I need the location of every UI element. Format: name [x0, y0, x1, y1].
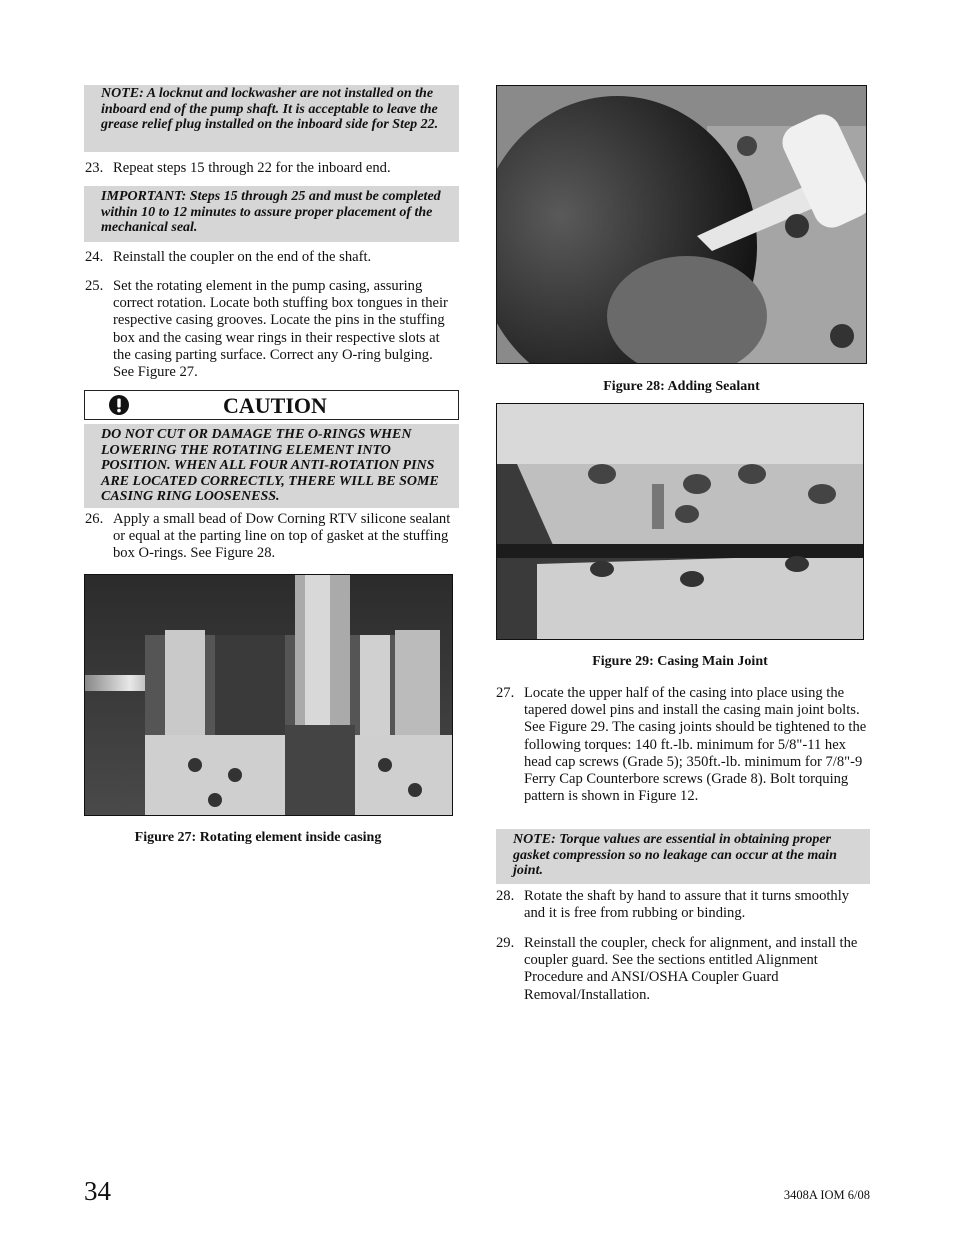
figure-27-photo — [84, 574, 453, 816]
step-25 — [85, 278, 455, 383]
figure-29-photo — [496, 403, 864, 640]
note-torque-text: NOTE: Torque values are essential in obtaining proper gasket compression so no leakage can occur at the main joint. — [513, 832, 837, 878]
figure-29-caption: Figure 29: Casing Main Joint — [592, 654, 768, 669]
step-text: Reinstall the coupler on the end of the shaft. — [113, 249, 372, 265]
step-29 — [496, 935, 870, 1007]
step-text: Locate the upper half of the casing into place using the tapered dowel pins and install the casing main joint bolts. See Figure 29. The casing joints should be tightened to the following torques: 140 ft.-lb. minimum for 5/8"-11 hex head cap screws (Grade 5); 350ft.-lb. minimum for 7/8"-9 Ferry Cap Counterbore screws (Grade 8). Bolt torquing pattern is shown in Figure 12. — [524, 685, 867, 805]
document-id: 3408A IOM 6/08 — [783, 1188, 870, 1202]
step-number: 28. — [496, 888, 515, 904]
exclamation-icon — [108, 394, 130, 416]
step-number: 25. — [85, 278, 104, 294]
caution-header — [84, 390, 459, 420]
step-number: 27. — [496, 685, 515, 701]
step-text: Apply a small bead of Dow Corning RTV silicone sealant or equal at the parting line on top of gasket at the stuffing box O-rings. See Figure 28. — [113, 511, 451, 562]
figure-28-caption: Figure 28: Adding Sealant — [603, 379, 760, 394]
step-text: Rotate the shaft by hand to assure that it turns smoothly and it is free from rubbing or binding. — [524, 888, 850, 922]
step-text: Repeat steps 15 through 22 for the inboard end. — [113, 160, 391, 176]
note-torque — [496, 829, 870, 884]
figure-27-caption: Figure 27: Rotating element inside casing — [134, 830, 382, 845]
important-note — [84, 186, 459, 242]
caution-title: CAUTION — [223, 393, 327, 418]
step-23 — [85, 160, 455, 180]
page-number: 34 — [84, 1176, 111, 1206]
caution-text-box — [84, 424, 459, 508]
step-number: 24. — [85, 249, 104, 265]
step-number: 29. — [496, 935, 515, 951]
caution-text: DO NOT CUT OR DAMAGE THE O-RINGS WHEN LOWERING THE ROTATING ELEMENT INTO POSITION. WHEN ALL FOUR ANTI-ROTATION PINS ARE LOCATED CORRECTLY, THERE WILL BE SOME CASING RING LOOSENESS. — [101, 427, 439, 504]
step-26 — [85, 511, 455, 566]
figure-28-photo — [496, 85, 867, 364]
step-text: Set the rotating element in the pump casing, assuring correct rotation. Locate both stuffing box tongues in their respective casing grooves. Locate the pins in the stuffing box and the casing wear rings in their respective slots at the casing parting surface. Correct any O-ring bulging. See Figure 27. — [113, 278, 448, 381]
step-number: 26. — [85, 511, 104, 527]
note-locknut-text: NOTE: A locknut and lockwasher are not installed on the inboard end of the pump shaft. It is acceptable to leave the grease relief plug installed on the inboard side for Step 22. — [101, 86, 439, 132]
step-27 — [496, 685, 870, 825]
note-locknut — [84, 85, 459, 152]
step-24 — [85, 249, 455, 269]
step-28 — [496, 888, 870, 926]
step-text: Reinstall the coupler, check for alignment, and install the coupler guard. See the sections entitled Alignment Procedure and ANSI/OSHA Coupler Guard Removal/Installation. — [524, 935, 858, 1003]
important-note-text: IMPORTANT: Steps 15 through 25 and must be completed within 10 to 12 minutes to assure proper placement of the mechanical seal. — [101, 189, 441, 235]
step-number: 23. — [85, 160, 104, 176]
